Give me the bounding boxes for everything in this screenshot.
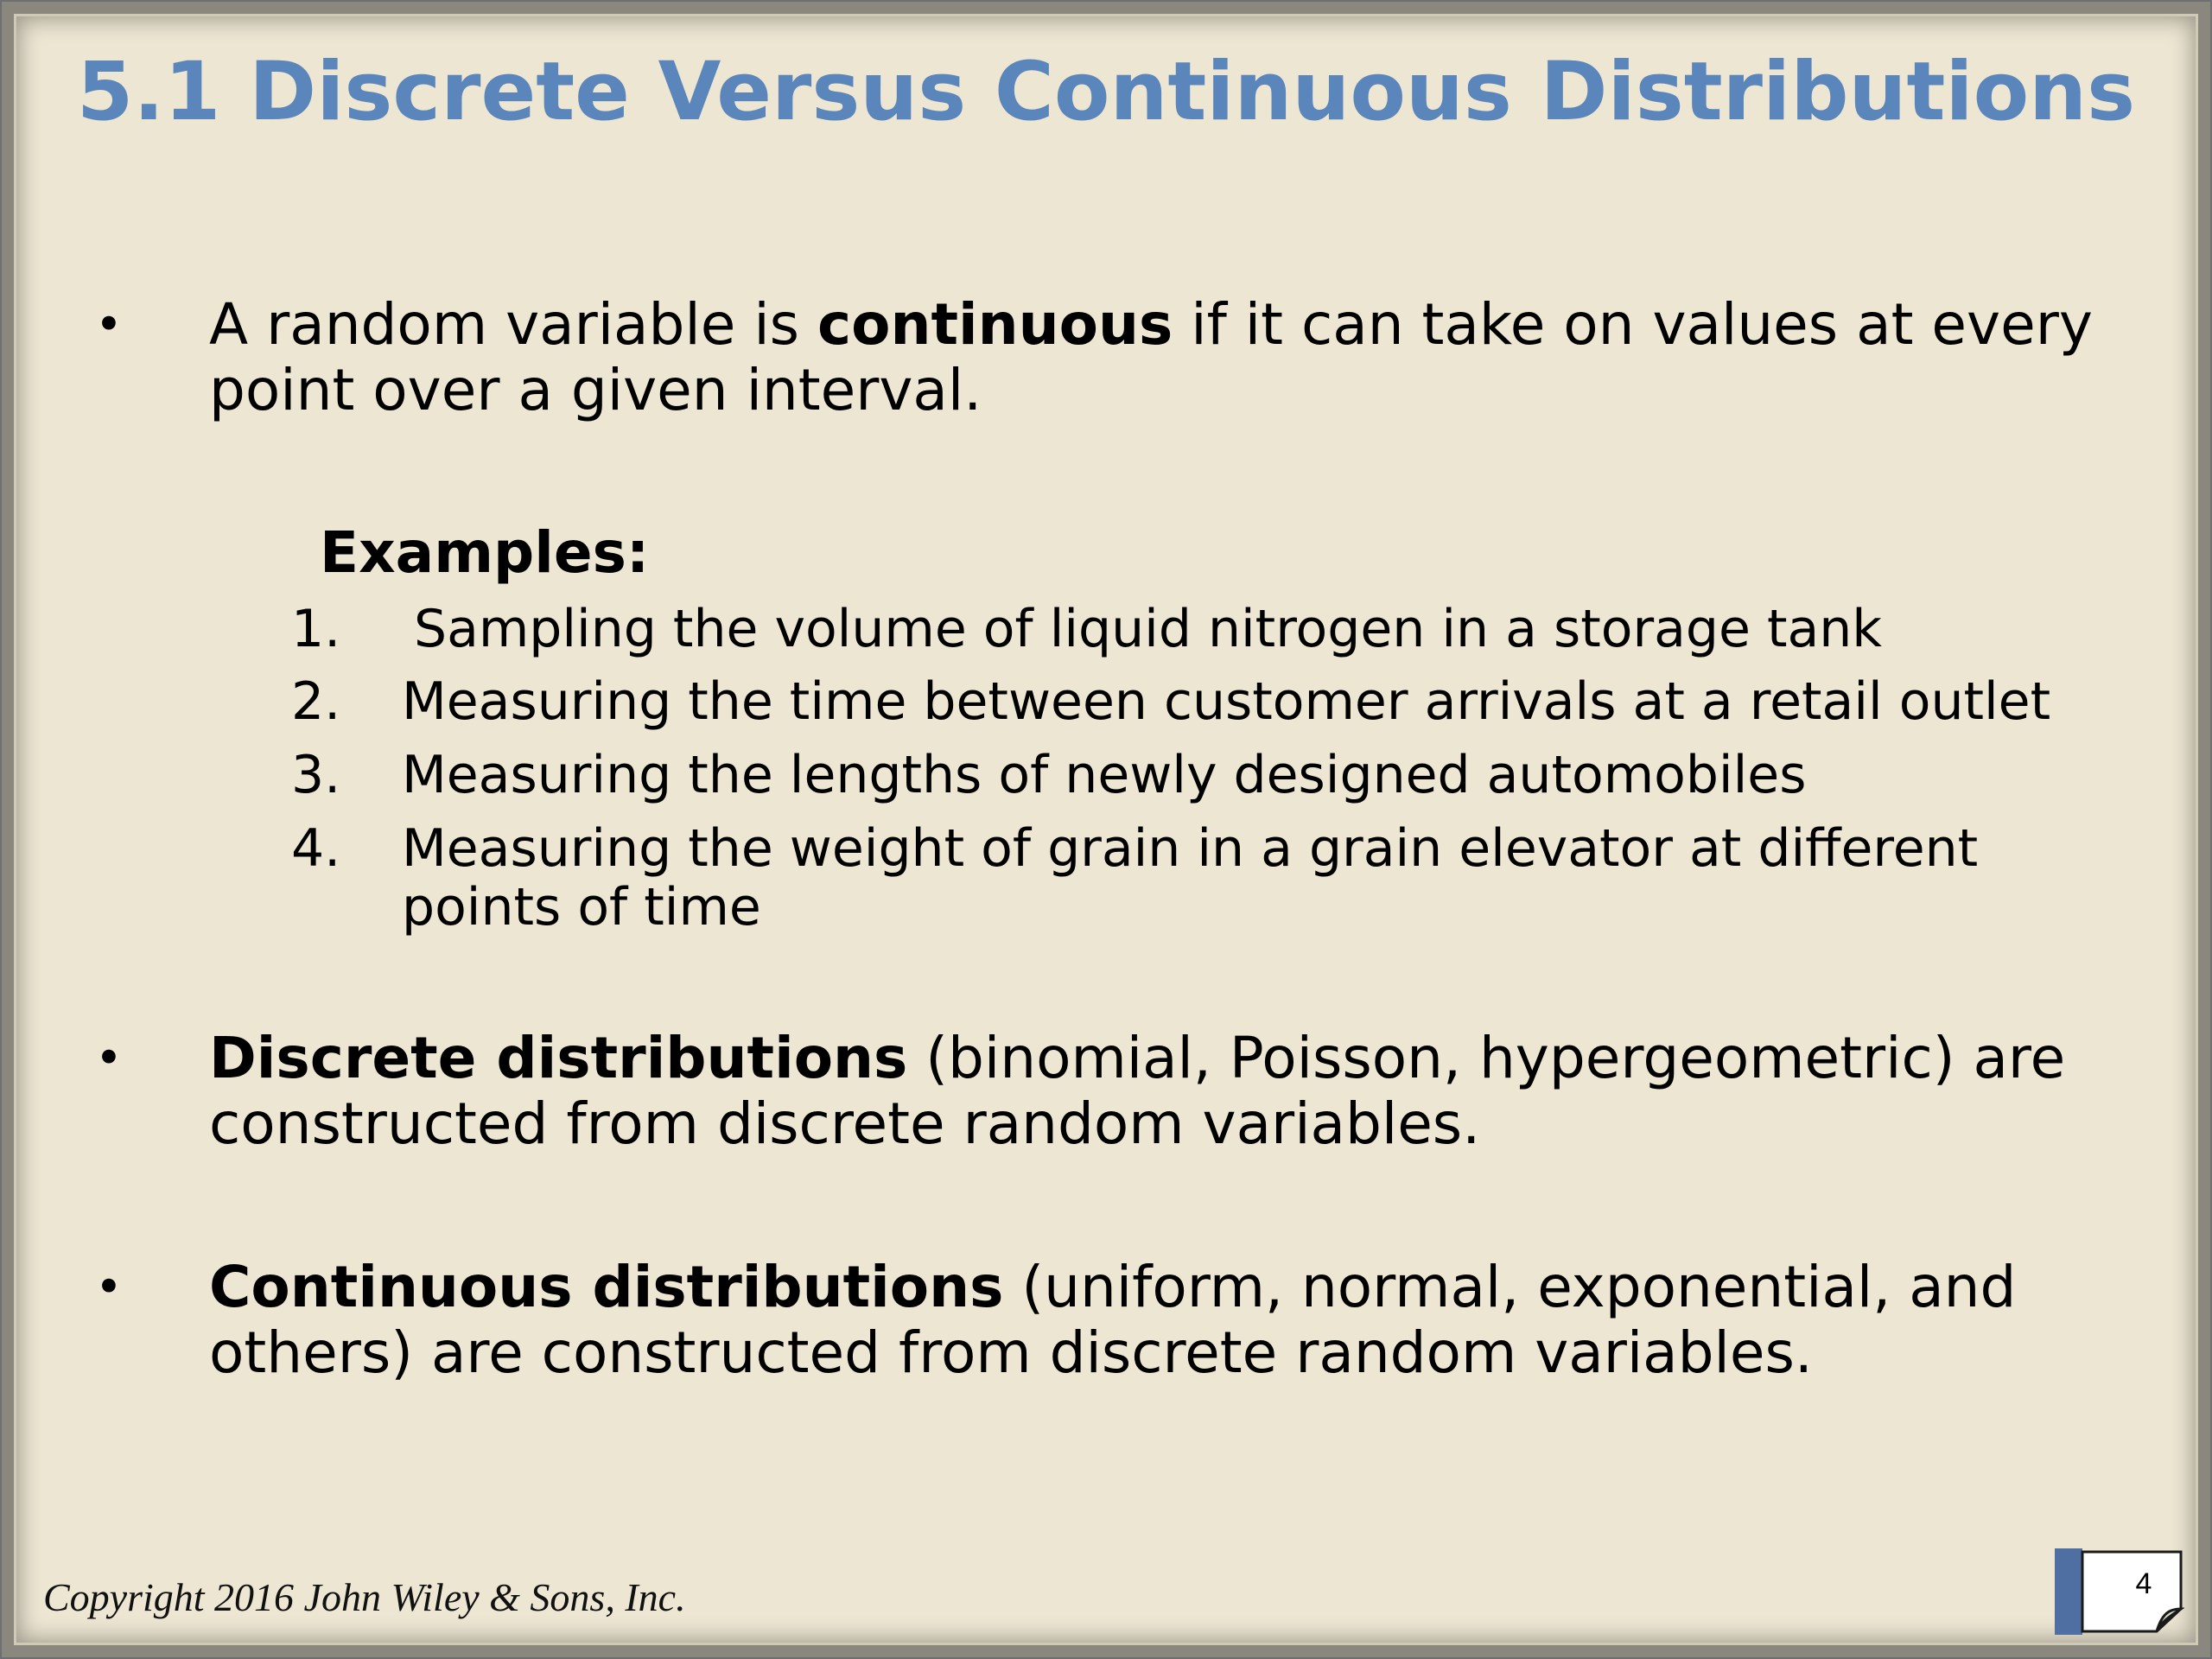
bullet-text-post: (uniform, normal, exponential, and others) are constructed from discrete random variables. bbox=[209, 1254, 2017, 1386]
example-text: Measuring the weight of grain in a grain elevator at different points of time bbox=[402, 818, 1979, 938]
bullet-text-bold: continuous bbox=[817, 291, 1173, 358]
bullet-marker: • bbox=[95, 1260, 123, 1314]
example-item bbox=[291, 600, 2114, 658]
page-number: 4 bbox=[2135, 1567, 2152, 1600]
page-number-badge bbox=[2055, 1548, 2184, 1635]
example-number: 4. bbox=[291, 818, 341, 879]
bullet-text-post: (binomial, Poisson, hypergeometric) are constructed from discrete random variables. bbox=[209, 1025, 2066, 1157]
examples-heading: Examples: bbox=[320, 519, 650, 586]
bullet-marker: • bbox=[95, 1031, 123, 1085]
bullet-text-bold: Continuous distributions bbox=[209, 1254, 1004, 1320]
bullet-continuous-definition bbox=[95, 291, 2093, 423]
bullet-continuous-distributions bbox=[95, 1254, 2093, 1386]
example-number: 1. bbox=[291, 599, 341, 659]
bullet-discrete-distributions bbox=[95, 1025, 2093, 1157]
example-number: 2. bbox=[291, 671, 341, 732]
copyright-notice: Copyright 2016 John Wiley & Sons, Inc. bbox=[43, 1575, 686, 1619]
bullet-text-bold: Discrete distributions bbox=[209, 1025, 908, 1091]
example-item bbox=[291, 746, 2114, 804]
example-text: Measuring the time between customer arrivals at a retail outlet bbox=[402, 671, 2051, 732]
bullet-text-post: if it can take on values at every point over a given interval. bbox=[209, 291, 2093, 423]
example-item bbox=[291, 819, 2114, 937]
example-text: Measuring the lengths of newly designed automobiles bbox=[402, 745, 1807, 805]
example-text: Sampling the volume of liquid nitrogen in a storage tank bbox=[414, 599, 1883, 659]
bullet-marker: • bbox=[95, 297, 123, 352]
example-number: 3. bbox=[291, 745, 341, 805]
bullet-text-pre: A random variable is bbox=[209, 291, 818, 358]
example-item bbox=[291, 672, 2114, 731]
slide-title: 5.1 Discrete Versus Continuous Distributions bbox=[76, 45, 2136, 139]
